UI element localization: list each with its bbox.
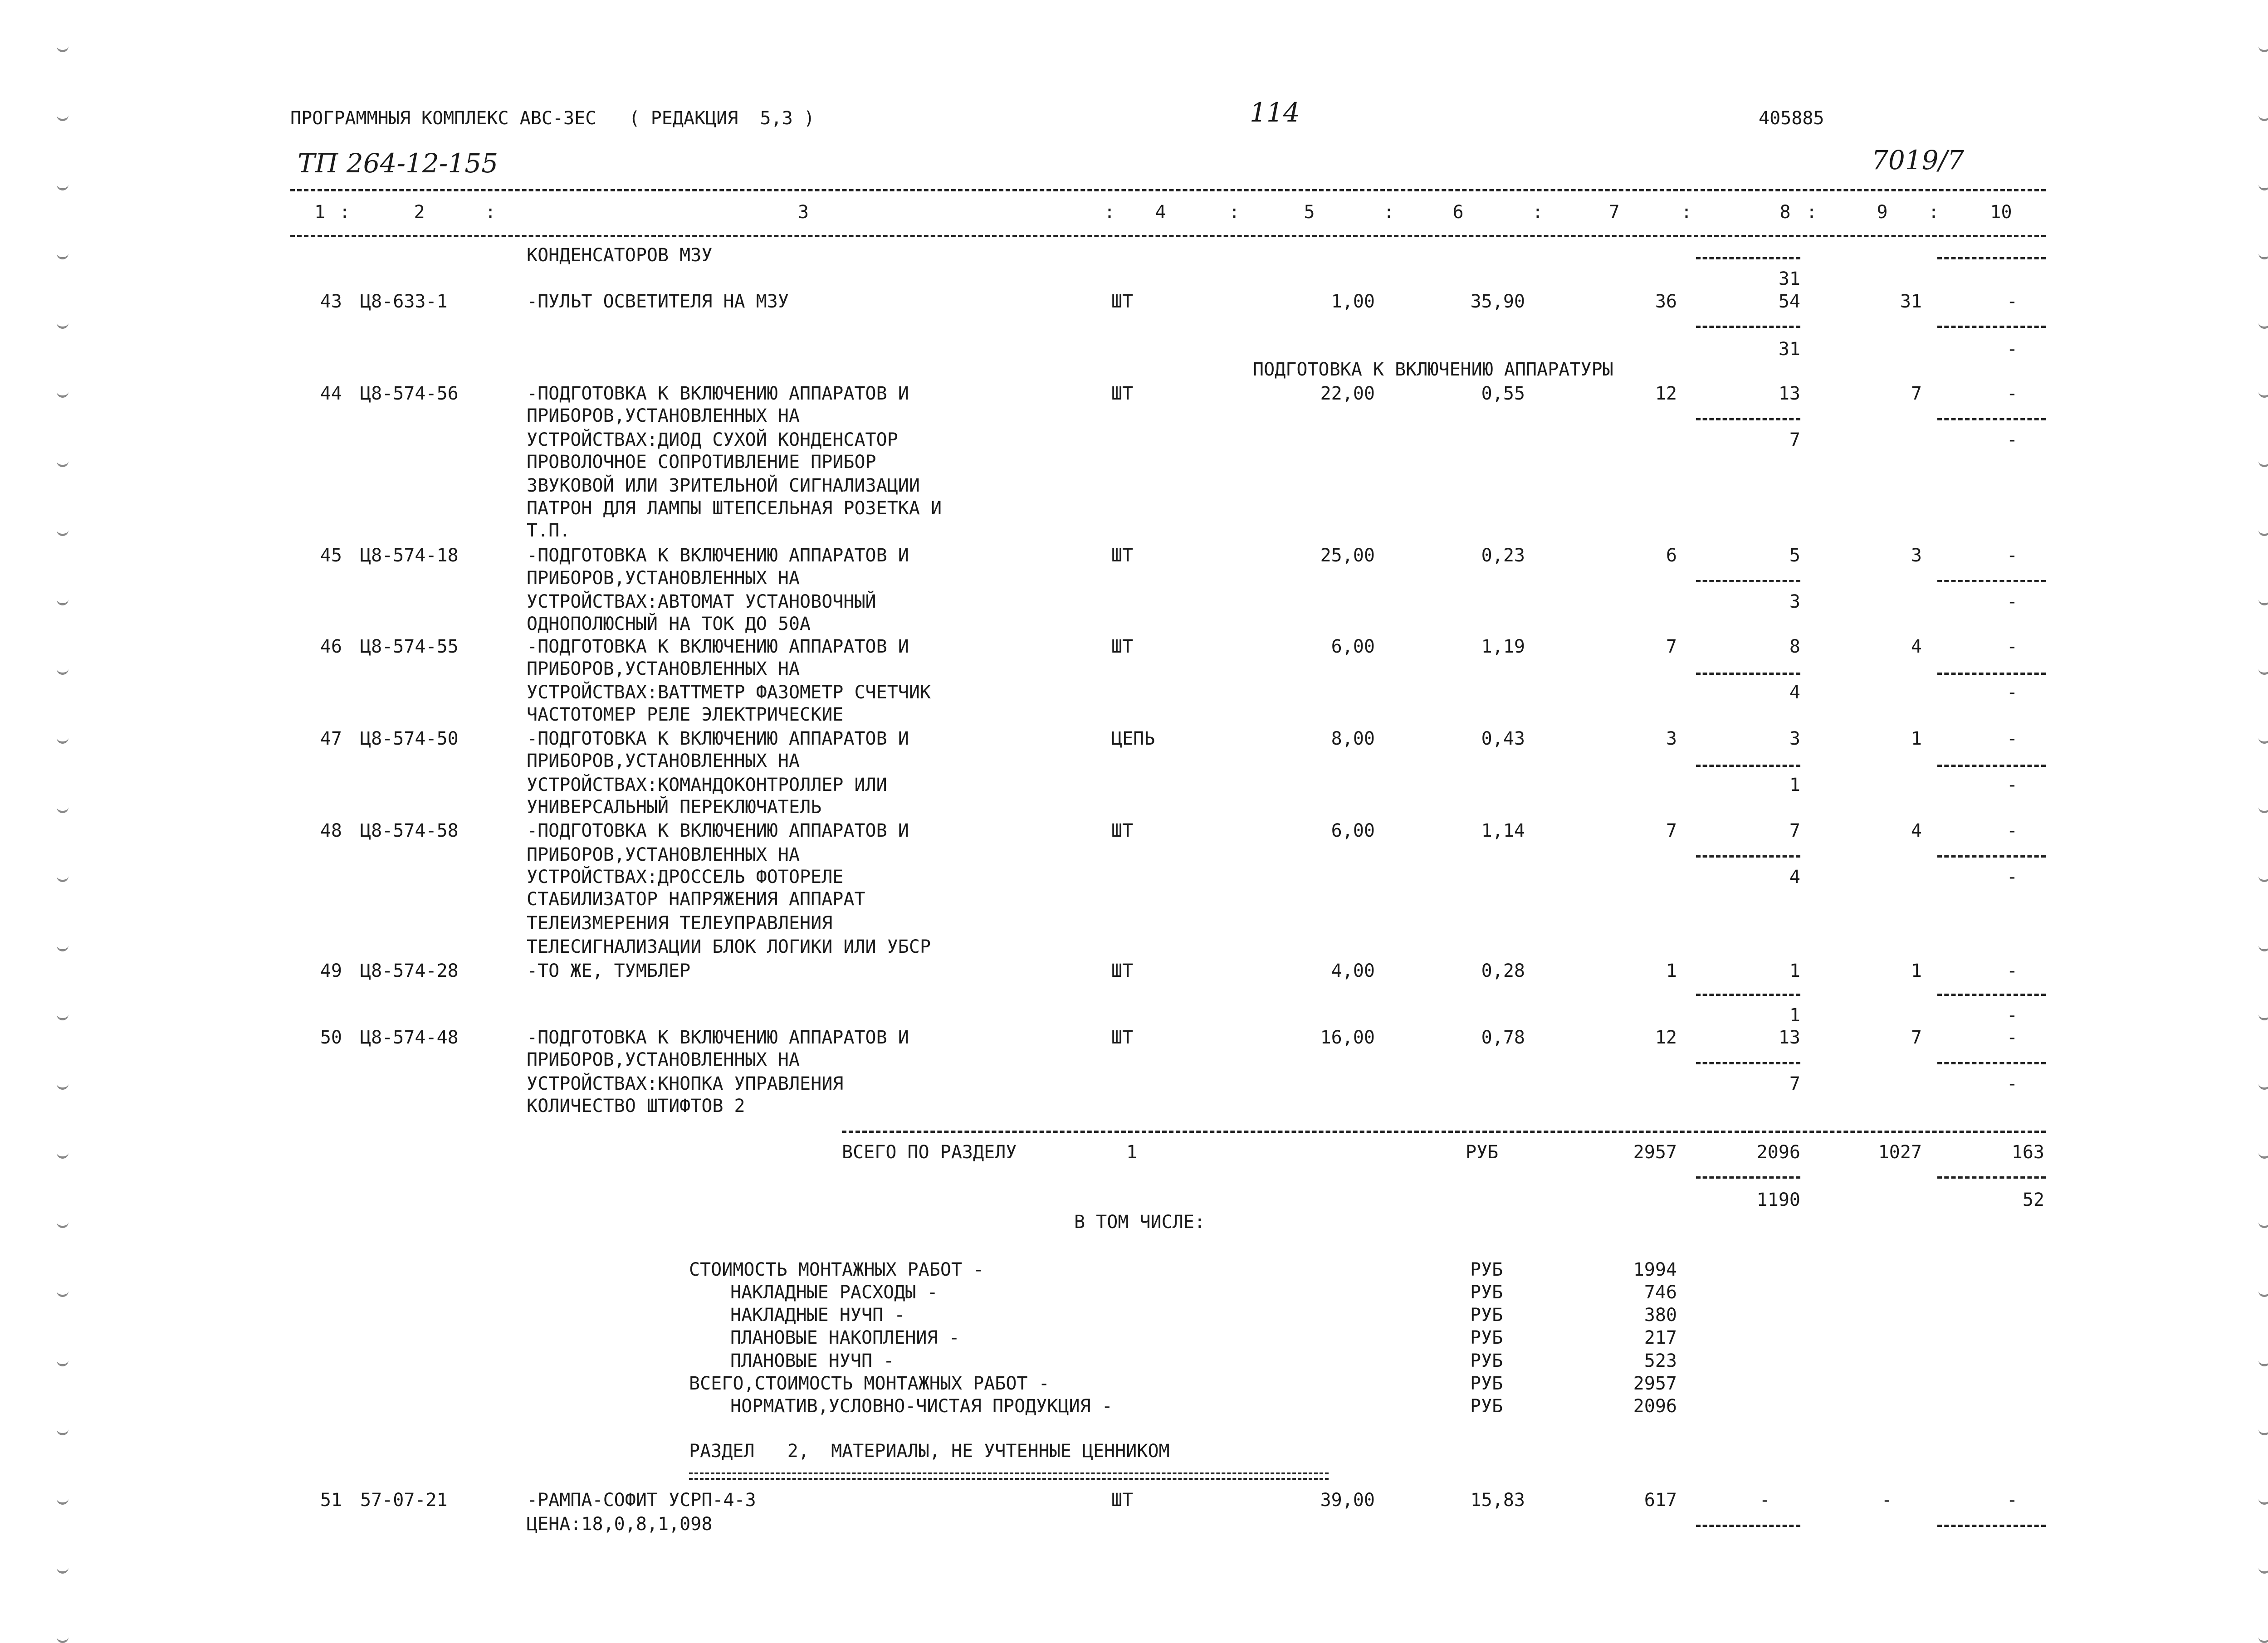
item-description: ПРИБОРОВ,УСТАНОВЛЕННЫХ НА (527, 568, 800, 589)
totals-col8-subrule (1696, 1176, 1800, 1179)
unit-price: 1,14 (1481, 820, 1525, 841)
column-header-8: 8 (1779, 202, 1791, 223)
section-2-underline (689, 1472, 1329, 1480)
quantity: 8,00 (1331, 728, 1375, 749)
column-8-subrule (1696, 1062, 1800, 1064)
summary-label: ПЛАНОВЫЕ НАКОПЛЕНИЯ - (730, 1327, 960, 1348)
column-8-value: 1 (1789, 775, 1800, 795)
column-8-subrule (1696, 994, 1800, 996)
column-separators: : (1383, 202, 1395, 223)
column-9-value: 1 (1911, 728, 1922, 749)
item-number: 46 (320, 636, 342, 657)
unit-price: 0,43 (1481, 728, 1525, 749)
price-code: Ц8-574-55 (360, 636, 459, 657)
summary-label: ПЛАНОВЫЕ НУЧП - (730, 1350, 894, 1371)
perforation-hole (2258, 1494, 2268, 1505)
column-8-subrule (1696, 580, 1800, 582)
column-header-3: 3 (797, 202, 809, 223)
column-10-subrule (1937, 326, 2046, 328)
column-8-subrule (1696, 1525, 1800, 1527)
unit: ШТ (1111, 545, 1134, 566)
item-description: УСТРОЙСТВАХ:АВТОМАТ УСТАНОВОЧНЫЙ (527, 591, 876, 612)
column-9-value: - (1881, 1490, 1892, 1511)
item-description: -ПОДГОТОВКА К ВКЛЮЧЕНИЮ АППАРАТОВ И (527, 820, 909, 841)
summary-unit: РУБ (1470, 1373, 1503, 1394)
perforation-hole (2258, 1218, 2268, 1228)
column-8-value: 5 (1789, 545, 1800, 566)
column-10-subrule (1937, 418, 2046, 420)
item-description: ОДНОПОЛЮСНЫЙ НА ТОК ДО 50А (527, 614, 811, 634)
totals-col7: 2957 (1633, 1142, 1677, 1163)
perforation-hole (57, 457, 68, 467)
column-8-value: 31 (1778, 339, 1800, 360)
unit: ШТ (1111, 960, 1134, 981)
perforation-hole (2258, 733, 2268, 744)
item-description: -ПОДГОТОВКА К ВКЛЮЧЕНИЮ АППАРАТОВ И (527, 636, 909, 657)
item-description: ТЕЛЕИЗМЕРЕНИЯ ТЕЛЕУПРАВЛЕНИЯ (527, 913, 833, 934)
item-number: 49 (320, 960, 342, 981)
summary-value: 380 (1644, 1305, 1677, 1326)
perforation-hole (2258, 180, 2268, 190)
column-10-subrule (1937, 673, 2046, 675)
perforation-hole (57, 872, 68, 882)
item-description: -ПУЛЬТ ОСВЕТИТЕЛЯ НА МЗУ (527, 291, 789, 312)
column-8-value: 4 (1789, 682, 1800, 703)
totals-col10-subrule (1937, 1176, 2046, 1179)
perforation-hole (2258, 1633, 2268, 1643)
total-cost: 7 (1666, 820, 1677, 841)
perforation-hole (2258, 249, 2268, 259)
column-9-value: 4 (1911, 820, 1922, 841)
perforation-hole (2258, 1425, 2268, 1435)
quantity: 4,00 (1331, 960, 1375, 981)
price-code: Ц8-574-50 (360, 728, 459, 749)
page-mark: 114 (1250, 97, 1300, 128)
perforation-hole (2258, 595, 2268, 605)
item-description: ТЕЛЕСИГНАЛИЗАЦИИ БЛОК ЛОГИКИ ИЛИ УБСР (527, 936, 931, 957)
unit-price: 0,28 (1481, 960, 1525, 981)
item-description: -РАМПА-СОФИТ УСРП-4-3 (527, 1490, 756, 1511)
item-description: УСТРОЙСТВАХ:КНОПКА УПРАВЛЕНИЯ (527, 1073, 844, 1094)
item-number: 51 (320, 1490, 342, 1511)
total-cost: 7 (1666, 636, 1677, 657)
column-8-subrule (1696, 326, 1800, 328)
column-8-subrule (1696, 257, 1800, 259)
column-header-1: 1 (314, 202, 326, 223)
column-separators: : (485, 202, 496, 223)
perforation-hole (2258, 318, 2268, 329)
summary-value: 523 (1644, 1350, 1677, 1371)
perforation-hole (57, 595, 68, 605)
perforation-hole (57, 1494, 68, 1505)
price-code: Ц8-574-18 (360, 545, 459, 566)
unit-price: 1,19 (1481, 636, 1525, 657)
sheet-number: 7019/7 (1872, 145, 1965, 176)
summary-unit: РУБ (1470, 1259, 1503, 1280)
section-2-title: РАЗДЕЛ 2, МАТЕРИАЛЫ, НЕ УЧТЕННЫЕ ЦЕННИКОМ (689, 1441, 1170, 1462)
column-separators: : (339, 202, 351, 223)
column-10-value: - (2006, 682, 2018, 703)
column-9-value: 7 (1911, 383, 1922, 404)
unit: ЦЕПЬ (1111, 728, 1155, 749)
totals-col10: 163 (2011, 1142, 2044, 1163)
perforation-hole (2258, 1563, 2268, 1574)
column-8-value: 3 (1789, 591, 1800, 612)
total-cost: 12 (1655, 383, 1677, 404)
column-8-value: 13 (1778, 1027, 1800, 1048)
item-number: 47 (320, 728, 342, 749)
item-description: ПРИБОРОВ,УСТАНОВЛЕННЫХ НА (527, 658, 800, 679)
column-header-10: 10 (1990, 202, 2012, 223)
perforation-hole (2258, 872, 2268, 882)
column-header-4: 4 (1155, 202, 1166, 223)
column-8-value: 4 (1789, 867, 1800, 887)
column-8-value: 54 (1778, 291, 1800, 312)
unit-price: 0,78 (1481, 1027, 1525, 1048)
perforation-hole (57, 803, 68, 813)
summary-unit: РУБ (1470, 1396, 1503, 1417)
item-description: УСТРОЙСТВАХ:КОМАНДОКОНТРОЛЛЕР ИЛИ (527, 775, 887, 795)
perforation-hole (57, 1010, 68, 1020)
column-header-6: 6 (1452, 202, 1464, 223)
perforation-hole (2258, 1148, 2268, 1159)
item-description: ЧАСТОТОМЕР РЕЛЕ ЭЛЕКТРИЧЕСКИЕ (527, 704, 844, 725)
unit-price: 0,55 (1481, 383, 1525, 404)
perforation-hole (57, 1218, 68, 1228)
summary-label: ВСЕГО,СТОИМОСТЬ МОНТАЖНЫХ РАБОТ - (689, 1373, 1050, 1394)
price-code: Ц8-574-28 (360, 960, 459, 981)
project-code: ТП 264-12-155 (298, 148, 499, 179)
column-8-subrule (1696, 765, 1800, 767)
summary-unit: РУБ (1470, 1282, 1503, 1303)
column-8-value: 3 (1789, 728, 1800, 749)
totals-unit: РУБ (1466, 1142, 1499, 1163)
column-separators: : (1681, 202, 1692, 223)
summary-value: 1994 (1633, 1259, 1677, 1280)
perforation-hole (57, 941, 68, 951)
perforation-hole (2258, 42, 2268, 52)
summary-label: НАКЛАДНЫЕ РАСХОДЫ - (730, 1282, 938, 1303)
perforation-hole (2258, 1079, 2268, 1090)
including-label: В ТОМ ЧИСЛЕ: (1074, 1212, 1205, 1233)
item-description: -ПОДГОТОВКА К ВКЛЮЧЕНИЮ АППАРАТОВ И (527, 545, 909, 566)
item-description: ПРИБОРОВ,УСТАНОВЛЕННЫХ НА (527, 844, 800, 865)
perforation-hole (57, 1563, 68, 1574)
perforation-hole (2258, 1356, 2268, 1366)
column-10-value: - (2006, 1005, 2018, 1026)
column-header-5: 5 (1304, 202, 1315, 223)
perforation-hole (57, 733, 68, 744)
perforation-hole (2258, 941, 2268, 951)
item-description: УНИВЕРСАЛЬНЫЙ ПЕРЕКЛЮЧАТЕЛЬ (527, 797, 822, 818)
perforation-hole (2258, 803, 2268, 813)
perforation-hole (57, 42, 68, 52)
column-8-subrule (1696, 673, 1800, 675)
price-code: Ц8-574-56 (360, 383, 459, 404)
column-10-value: - (2006, 1073, 2018, 1094)
column-10-value: - (2006, 960, 2018, 981)
perforation-hole (57, 1633, 68, 1643)
item-description: ПАТРОН ДЛЯ ЛАМПЫ ШТЕПСЕЛЬНАЯ РОЗЕТКА И (527, 498, 942, 519)
totals-col8: 2096 (1756, 1142, 1800, 1163)
item-description: -ПОДГОТОВКА К ВКЛЮЧЕНИЮ АППАРАТОВ И (527, 1027, 909, 1048)
item-number: 50 (320, 1027, 342, 1048)
unit: ШТ (1111, 383, 1134, 404)
price-note: ЦЕНА:18,0,8,1,098 (527, 1514, 713, 1535)
summary-value: 2096 (1633, 1396, 1677, 1417)
column-8-value: - (1759, 1490, 1770, 1511)
column-10-subrule (1937, 765, 2046, 767)
totals-label: ВСЕГО ПО РАЗДЕЛУ (842, 1142, 1017, 1163)
document-number: 405885 (1759, 108, 1824, 129)
column-10-value: - (2006, 820, 2018, 841)
column-10-value: - (2006, 545, 2018, 566)
total-cost: 36 (1655, 291, 1677, 312)
column-10-value: - (2006, 1490, 2018, 1511)
column-10-subrule (1937, 1062, 2046, 1064)
totals-section: 1 (1126, 1142, 1138, 1163)
perforation-hole (57, 1425, 68, 1435)
quantity: 6,00 (1331, 636, 1375, 657)
perforation-hole (57, 318, 68, 329)
column-8-value: 1 (1789, 960, 1800, 981)
column-separators: : (1104, 202, 1115, 223)
column-10-subrule (1937, 257, 2046, 259)
column-10-value: - (2006, 383, 2018, 404)
summary-unit: РУБ (1470, 1327, 1503, 1348)
column-10-value: - (2006, 728, 2018, 749)
unit: ШТ (1111, 1027, 1134, 1048)
column-9-value: 1 (1911, 960, 1922, 981)
column-10-subrule (1937, 855, 2046, 858)
perforation-hole (57, 180, 68, 190)
perforation-hole (2258, 111, 2268, 121)
column-header-7: 7 (1608, 202, 1620, 223)
quantity: 39,00 (1320, 1490, 1375, 1511)
perforation-hole (2258, 1287, 2268, 1297)
price-code: Ц8-633-1 (360, 291, 448, 312)
column-header-9: 9 (1877, 202, 1888, 223)
item-description: КОЛИЧЕСТВО ШТИФТОВ 2 (527, 1096, 745, 1116)
price-code: Ц8-574-48 (360, 1027, 459, 1048)
summary-label: НАКЛАДНЫЕ НУЧП - (730, 1305, 905, 1326)
quantity: 22,00 (1320, 383, 1375, 404)
column-10-value: - (2006, 339, 2018, 360)
perforation-hole (57, 1356, 68, 1366)
column-10-value: - (2006, 775, 2018, 795)
program-title: ПРОГРАММНЫЯ КОМПЛЕКС АВС-ЗЕС ( РЕДАКЦИЯ 5,3 ) (290, 108, 815, 129)
total-cost: 6 (1666, 545, 1677, 566)
column-separators: : (1229, 202, 1240, 223)
perforation-hole (57, 1079, 68, 1090)
column-8-value: 7 (1789, 429, 1800, 450)
perforation-hole (57, 249, 68, 259)
totals-col9: 1027 (1878, 1142, 1922, 1163)
item-description: ПРИБОРОВ,УСТАНОВЛЕННЫХ НА (527, 405, 800, 426)
item-description: -ПОДГОТОВКА К ВКЛЮЧЕНИЮ АППАРАТОВ И (527, 383, 909, 404)
column-header-rule (290, 235, 2046, 237)
perforation-hole (57, 1287, 68, 1297)
column-8-value: 8 (1789, 636, 1800, 657)
column-10-subrule (1937, 1525, 2046, 1527)
column-9-value: 3 (1911, 545, 1922, 566)
item-description: ЗВУКОВОЙ ИЛИ ЗРИТЕЛЬНОЙ СИГНАЛИЗАЦИИ (527, 475, 920, 496)
column-8-value: 7 (1789, 1073, 1800, 1094)
item-description: СТАБИЛИЗАТОР НАПРЯЖЕНИЯ АППАРАТ (527, 889, 865, 910)
unit-price: 35,90 (1470, 291, 1525, 312)
quantity: 25,00 (1320, 545, 1375, 566)
unit-price: 15,83 (1470, 1490, 1525, 1511)
item-description: -ПОДГОТОВКА К ВКЛЮЧЕНИЮ АППАРАТОВ И (527, 728, 909, 749)
item-description: -ТО ЖЕ, ТУМБЛЕР (527, 960, 691, 981)
column-8-subrule (1696, 855, 1800, 858)
summary-label: СТОИМОСТЬ МОНТАЖНЫХ РАБОТ - (689, 1259, 984, 1280)
column-8-value: 7 (1789, 820, 1800, 841)
column-header-2: 2 (414, 202, 425, 223)
perforation-hole (2258, 664, 2268, 675)
item-description: УСТРОЙСТВАХ:ДИОД СУХОЙ КОНДЕНСАТОР (527, 429, 898, 450)
column-9-value: 4 (1911, 636, 1922, 657)
perforation-hole (57, 1148, 68, 1159)
item-description: ПРИБОРОВ,УСТАНОВЛЕННЫХ НА (527, 751, 800, 771)
column-10-value: - (2006, 291, 2018, 312)
column-10-value: - (2006, 867, 2018, 887)
summary-value: 2957 (1633, 1373, 1677, 1394)
price-code: Ц8-574-58 (360, 820, 459, 841)
column-10-value: - (2006, 1027, 2018, 1048)
column-10-value: - (2006, 591, 2018, 612)
perforation-hole (2258, 457, 2268, 467)
totals-rule (842, 1131, 2046, 1133)
item-number: 43 (320, 291, 342, 312)
item-description: Т.П. (527, 520, 571, 541)
column-separators: : (1532, 202, 1544, 223)
summary-unit: РУБ (1470, 1305, 1503, 1326)
total-cost: 12 (1655, 1027, 1677, 1048)
total-cost: 1 (1666, 960, 1677, 981)
column-8-value: 13 (1778, 383, 1800, 404)
item-description: УСТРОЙСТВАХ:ДРОССЕЛЬ ФОТОРЕЛЕ (527, 867, 844, 887)
quantity: 1,00 (1331, 291, 1375, 312)
totals-col10-second: 52 (2022, 1190, 2044, 1210)
perforation-hole (57, 387, 68, 398)
quantity: 6,00 (1331, 820, 1375, 841)
perforation-hole (2258, 526, 2268, 536)
group-title: ПОДГОТОВКА К ВКЛЮЧЕНИЮ АППАРАТУРЫ (1253, 359, 1613, 380)
item-number: 45 (320, 545, 342, 566)
column-8-subrule (1696, 418, 1800, 420)
item-description: УСТРОЙСТВАХ:ВАТТМЕТР ФАЗОМЕТР СЧЕТЧИК (527, 682, 931, 703)
summary-value: 217 (1644, 1327, 1677, 1348)
column-8-value: 1 (1789, 1005, 1800, 1026)
summary-value: 746 (1644, 1282, 1677, 1303)
price-code: 57-07-21 (360, 1490, 448, 1511)
column-10-subrule (1937, 994, 2046, 996)
item-number: 44 (320, 383, 342, 404)
perforation-hole (2258, 1010, 2268, 1020)
total-cost: 3 (1666, 728, 1677, 749)
totals-col8-second: 1190 (1756, 1190, 1800, 1210)
item-description: ПРОВОЛОЧНОЕ СОПРОТИВЛЕНИЕ ПРИБОР (527, 452, 876, 473)
column-separators: : (1928, 202, 1940, 223)
quantity: 16,00 (1320, 1027, 1375, 1048)
summary-unit: РУБ (1470, 1350, 1503, 1371)
unit: ШТ (1111, 820, 1134, 841)
item-number: 48 (320, 820, 342, 841)
column-10-value: - (2006, 429, 2018, 450)
perforation-hole (57, 526, 68, 536)
perforation-hole (2258, 387, 2268, 398)
column-8-value: 31 (1778, 268, 1800, 289)
column-10-subrule (1937, 580, 2046, 582)
unit-price: 0,23 (1481, 545, 1525, 566)
summary-label: НОРМАТИВ,УСЛОВНО-ЧИСТАЯ ПРОДУКЦИЯ - (730, 1396, 1113, 1417)
item-description: КОНДЕНСАТОРОВ МЗУ (527, 245, 713, 266)
unit: ШТ (1111, 291, 1134, 312)
column-10-value: - (2006, 636, 2018, 657)
column-separators: : (1806, 202, 1818, 223)
unit: ШТ (1111, 1490, 1134, 1511)
unit: ШТ (1111, 636, 1134, 657)
column-9-value: 7 (1911, 1027, 1922, 1048)
column-9-value: 31 (1900, 291, 1922, 312)
header-rule (290, 189, 2046, 191)
total-cost: 617 (1644, 1490, 1677, 1511)
item-description: ПРИБОРОВ,УСТАНОВЛЕННЫХ НА (527, 1049, 800, 1070)
perforation-hole (57, 664, 68, 675)
perforation-hole (57, 111, 68, 121)
